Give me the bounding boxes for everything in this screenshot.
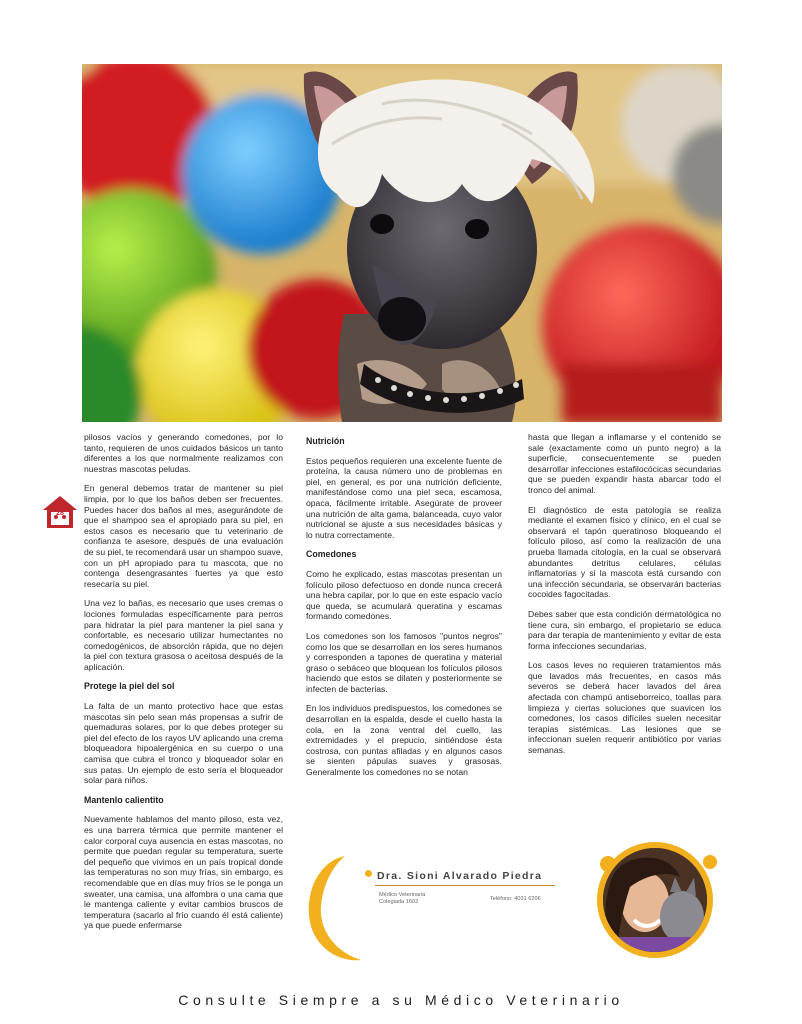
- accent-dot: [365, 870, 372, 877]
- paragraph: Debes saber que esta condición dermatológica no tiene cura, sin embargo, el propietario se educa para dar terapia de mantenimiento y evitar de esta forma infecciones secundarias.: [528, 608, 721, 651]
- section-heading: Mantenlo calientito: [84, 794, 164, 805]
- paragraph: Estos pequeños requieren una excelente fuente de proteína, la causa número uno de problemas en piel, en general, es por una nutrición deficiente, manifestándose como una piel seca, escamosa, opaca, fácilmente irritable. Asegúrate de proveer una nutrición de alta gama, balanceada, cuyo valor nutricional se ajuste a sus necesidades básicas y lo nutra correctamente.: [306, 455, 502, 540]
- section-heading: Protege la piel del sol: [84, 681, 175, 692]
- page-number: 28: [56, 510, 64, 517]
- paragraph: Nuevamente hablamos del manto piloso, esta vez, es una barrera térmica que permite mantener el calor corporal cuya ausencia en estas mascotas, no permite que puedan regular su temperatura, suerte del pequeño que vivimos en un país tropical donde las temperaturas no son muy frías, sin embargo, es recomendable que en días muy fríos se le ponga un sweater, una camisa, una alfombra o una cama que le mantenga caliente y evitar cambios bruscos de temperatura (sacarlo al frío cuando él está caliente) ya que puede enfermarse: [84, 814, 283, 931]
- author-credentials: Médico Veterinaria Colegiada 1602: [379, 892, 426, 905]
- paragraph: En los individuos predispuestos, los comedones se desarrollan en la espalda, desde el cuello hasta la cola, en la zona ventral del cuello, las extremidades y el prepucio, sintiéndose ésta costrosa, con puntas afiladas y en algunos casos se sienten pápulas suaves y grasosas. Generalmente los comedones no se notan: [306, 703, 502, 778]
- author-portrait: [590, 832, 720, 962]
- paragraph: En general debemos tratar de mantener su piel limpia, por lo que los baños deben ser frecuentes. Puedes hacer dos baños al mes, asegurándote de que el shampoo sea el apropiado para su piel, en estos casos es necesario que tu veterinario de confianza te asesore, después de una evaluación de su piel, te recomendará usar un shampoo suave, con un pH apropiado para tu mascota, que no contenga desengrasantes fuertes ya que esto resecaría su piel.: [84, 483, 283, 589]
- divider: [375, 885, 555, 886]
- paragraph: La falta de un manto protectivo hace que estas mascotas sin pelo sean más propensas a sufrir de quemaduras solares, por lo que debes proteger su piel del efecto de los rayos UV aplicando una crema bloqueadora hipoalergénica en su cuerpo o una camisa que cubra el tronco y bloqueador solar en sus patas. Un ejemplo de esto sería el bloqueador solar para niños.: [84, 701, 283, 786]
- paragraph: El diagnóstico de esta patología se realiza mediante el examen físico y clínico, en el cual se observará el tapón queratinoso bloqueando el folículo piloso, así como la realización de una prueba llamada citología, en la cual se observará abundantes detritus celulares, células inflamatorias y si la mascota está cursando con una infección secundaria, se observarán bacterias cocoides fagocitadas.: [528, 504, 721, 600]
- paragraph: Los casos leves no requieren tratamientos más que lavados más frecuentes, en casos más severos se deberá hacer lavados del área afectada con champú antiseborreico, toallas para limpieza y ciertas soluciones que suavicen los comedones, los casos difíciles suelen necesitar terapias sistémicas. Las lesiones que se infeccionan suelen requerir antibiótico por varias semanas.: [528, 660, 721, 756]
- paragraph: Una vez lo bañas, es necesario que uses cremas o lociones formuladas específicamente para perros para hidratar la piel para mantener la piel sana y confortable, es necesario utilizar humectantes no comedogénicos, de absorción rápida, que no dejen la piel con textura grasosa o aceitosa después de la aplicación.: [84, 598, 283, 672]
- paragraph: Como he explicado, estas mascotas presentan un folículo piloso defectuoso en donde nunca crecerá una hebra capilar, por lo que en este espacio vacío que queda, se acumulará queratina y escamas formando comedones.: [306, 568, 502, 622]
- paragraph: hasta que llegan a inflamarse y el contenido se sale (exactamente como un punto negro) a la superficie, consecuentemente se pueden desarrollar infecciones estafilocócicas secundarias que se pueden expandir hasta abarcar todo el tronco del animal.: [528, 432, 721, 495]
- author-name: Dra. Sioni Alvarado Piedra: [377, 870, 543, 882]
- section-heading: Comedones: [306, 549, 357, 560]
- paragraph: pilosos vacíos y generando comedones, por lo tanto, requieren de unos cuidados básicos un tanto diferentes a los que normalmente realizamos con nuestras mascotas peludas.: [84, 432, 283, 474]
- section-heading: Nutrición: [306, 436, 345, 446]
- author-phone: Teléfono: 4031 6206: [490, 896, 541, 902]
- paragraph: Los comedones son los famosos "puntos negros" como los que se desarrollan en los seres humanos y corresponden a tapones de queratina y material graso o sebáceo que bloquean los folículos pilosos haciendo que estos se dilaten y posteriormente se infecten de bacterias.: [306, 630, 502, 694]
- article-column-3: [528, 432, 721, 765]
- crescent-moon-icon: [305, 852, 365, 964]
- article-column-2: [306, 432, 502, 787]
- footer-tagline: Consulte Siempre a su Médico Veterinario: [178, 992, 624, 1008]
- author-signature: [305, 852, 725, 964]
- header-photo-dog: [82, 64, 722, 422]
- article-column-1: [84, 432, 283, 940]
